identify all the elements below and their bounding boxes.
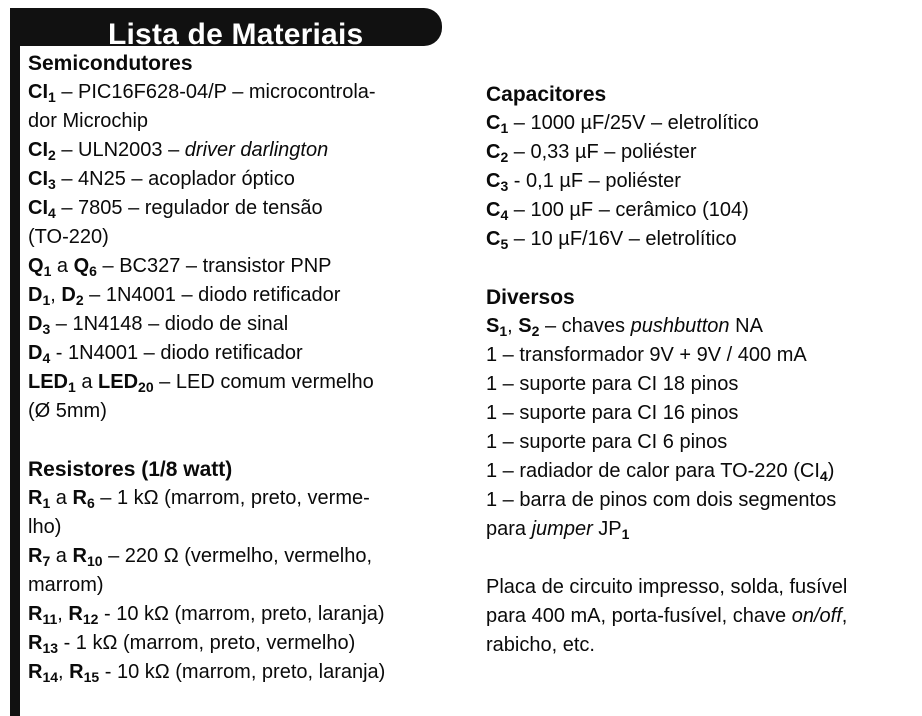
diversos-list [486,312,916,544]
text-run: JP [592,518,622,540]
subscript: 1 [499,323,508,339]
subscript: 3 [42,321,51,337]
text-run: – PIC16F628-04/P – microcontrola- [55,81,376,103]
list-line [28,658,458,687]
designator: LED [98,371,139,393]
text-run: (Ø 5mm) [28,400,107,422]
designator: CI [28,168,48,190]
list-line [28,107,458,136]
list-line [28,310,458,339]
list-line [486,196,916,225]
text-run: 1 – suporte para CI 6 pinos [486,431,728,453]
right-column [486,80,916,660]
text-run: , [57,603,69,625]
text-run: – 1N4001 – diodo retificador [83,284,341,306]
spacer [486,254,916,283]
section-heading-semicondutores: Semicondutores [28,52,193,75]
subscript: 2 [48,147,56,163]
text-run: marrom) [28,574,104,596]
subscript: 4 [42,350,51,366]
text-run: NA [729,315,763,337]
subscript: 2 [531,323,540,339]
text-run: – ULN2003 – [55,139,185,161]
subscript: 4 [48,205,56,221]
text-run: - 10 kΩ (marrom, preto, laranja) [98,603,385,625]
list-line [28,194,458,223]
designator: D [28,284,43,306]
text-run: a [51,255,74,277]
text-run: lho) [28,516,62,538]
subscript: 3 [500,178,509,194]
list-line [28,78,458,107]
subscript: 3 [48,176,56,192]
designator: C [486,228,501,250]
page-title: Lista de Materiais [108,18,364,51]
text-run: rabicho, etc. [486,634,595,656]
text-run: – 7805 – regulador de tensão [55,197,323,219]
designator: Q [28,255,44,277]
text-run: - 0,1 µF – poliéster [508,170,681,192]
designator: C [486,112,501,134]
subscript: 20 [138,379,154,395]
text-run: a [50,487,73,509]
text-run: – 220 Ω (vermelho, vermelho, [102,545,373,567]
title-bar [10,8,442,51]
designator: LED [28,371,68,393]
text-run: a [50,545,73,567]
text-run: - 10 kΩ (marrom, preto, laranja) [99,661,386,683]
text-run: , [507,315,519,337]
subscript: 1 [42,495,51,511]
text-run: – 1 kΩ (marrom, preto, verme- [94,487,370,509]
semicondutores-list [28,78,458,426]
text-run: , [58,661,70,683]
subscript: 7 [42,553,51,569]
text-run: – 1000 µF/25V – eletrolítico [508,112,759,134]
list-line [28,165,458,194]
spacer [28,426,458,455]
list-line [486,370,916,399]
subscript: 10 [86,553,103,569]
list-line [486,399,916,428]
list-line [28,223,458,252]
section-heading-capacitores: Capacitores [486,83,607,106]
subscript: 6 [86,495,95,511]
designator: C [486,199,501,221]
list-line [486,631,916,660]
designator: R [68,603,83,625]
designator: D [28,342,43,364]
text-run: – 0,33 µF – poliéster [508,141,697,163]
left-column [28,49,458,687]
designator: R [28,603,43,625]
subscript: 1 [68,379,76,395]
designator: C [486,170,501,192]
subscript: 14 [42,669,59,685]
text-run: 1 – suporte para CI 16 pinos [486,402,739,424]
text-run: – 100 µF – cerâmico (104) [508,199,749,221]
designator: D [28,313,43,335]
list-line [486,457,916,486]
list-line [486,341,916,370]
text-run: 1 – barra de pinos com dois segmentos [486,489,837,511]
text-run: - 1 kΩ (marrom, preto, vermelho) [58,632,356,654]
subscript: 4 [500,207,509,223]
subscript: 1 [48,89,56,105]
text-run: Placa de circuito impresso, solda, fusível [486,576,848,598]
notes-paragraph [486,573,916,660]
list-line [28,397,458,426]
designator: CI [28,139,48,161]
section-heading-resistores: Resistores (1/8 watt) [28,458,233,481]
list-line [28,513,458,542]
text-run: - 1N4001 – diodo retificador [50,342,303,364]
italic-term: driver darlington [184,139,329,161]
list-line [486,428,916,457]
text-run: – 4N25 – acoplador óptico [55,168,295,190]
designator: C [486,141,501,163]
text-run: – BC327 – transistor PNP [96,255,332,277]
list-line [486,109,916,138]
subscript: 2 [500,149,509,165]
text-run: – 1N4148 – diodo de sinal [50,313,289,335]
designator: R [28,661,43,683]
list-line [486,138,916,167]
subscript: 1 [43,263,52,279]
list-line [28,281,458,310]
list-line [486,312,916,341]
list-line [486,602,916,631]
designator: R [72,487,87,509]
text-run: para [486,518,532,540]
list-line [28,368,458,397]
list-line [28,600,458,629]
designator: CI [28,197,48,219]
subscript: 5 [500,236,509,252]
designator: R [28,545,43,567]
italic-term: pushbutton [630,315,730,337]
subscript: 13 [42,640,59,656]
spacer [486,544,916,573]
text-run: – 10 µF/16V – eletrolítico [508,228,737,250]
designator: R [28,632,43,654]
designator: CI [28,81,48,103]
designator: S [486,315,500,337]
capacitores-list [486,109,916,254]
designator: Q [73,255,90,277]
subscript: 2 [75,292,84,308]
designator: R [28,487,43,509]
text-run: dor Microchip [28,110,149,132]
list-line [28,484,458,513]
subscript: 4 [819,468,828,484]
list-line [28,629,458,658]
list-line [486,167,916,196]
text-run: , [50,284,62,306]
designator: D [61,284,76,306]
list-line [486,486,916,515]
list-line [28,136,458,165]
text-run: – chaves [539,315,631,337]
designator: R [72,545,87,567]
resistores-list [28,484,458,687]
list-line [28,571,458,600]
text-run: 1 – transformador 9V + 9V / 400 mA [486,344,807,366]
designator: R [69,661,84,683]
subscript: 1 [621,526,630,542]
list-line [28,542,458,571]
text-run: 1 – radiador de calor para TO-220 (CI [486,460,820,482]
text-run: (TO-220) [28,226,109,248]
subscript: 15 [83,669,100,685]
subscript: 1 [42,292,51,308]
list-line [486,225,916,254]
text-run: a [75,371,99,393]
list-line [486,515,916,544]
list-line [486,573,916,602]
list-line [28,252,458,281]
text-run: – LED comum vermelho [153,371,374,393]
list-line [28,339,458,368]
text-run: ) [827,460,835,482]
italic-term: on/off [791,605,842,627]
italic-term: jumper [531,518,593,540]
text-run: , [841,605,848,627]
subscript: 12 [82,611,99,627]
section-heading-diversos: Diversos [486,286,575,309]
text-run: 1 – suporte para CI 18 pinos [486,373,739,395]
left-vertical-rule [10,30,20,716]
text-run: para 400 mA, porta-fusível, chave [486,605,792,627]
subscript: 1 [500,120,509,136]
subscript: 6 [89,263,97,279]
subscript: 11 [42,611,58,627]
designator: S [518,315,532,337]
